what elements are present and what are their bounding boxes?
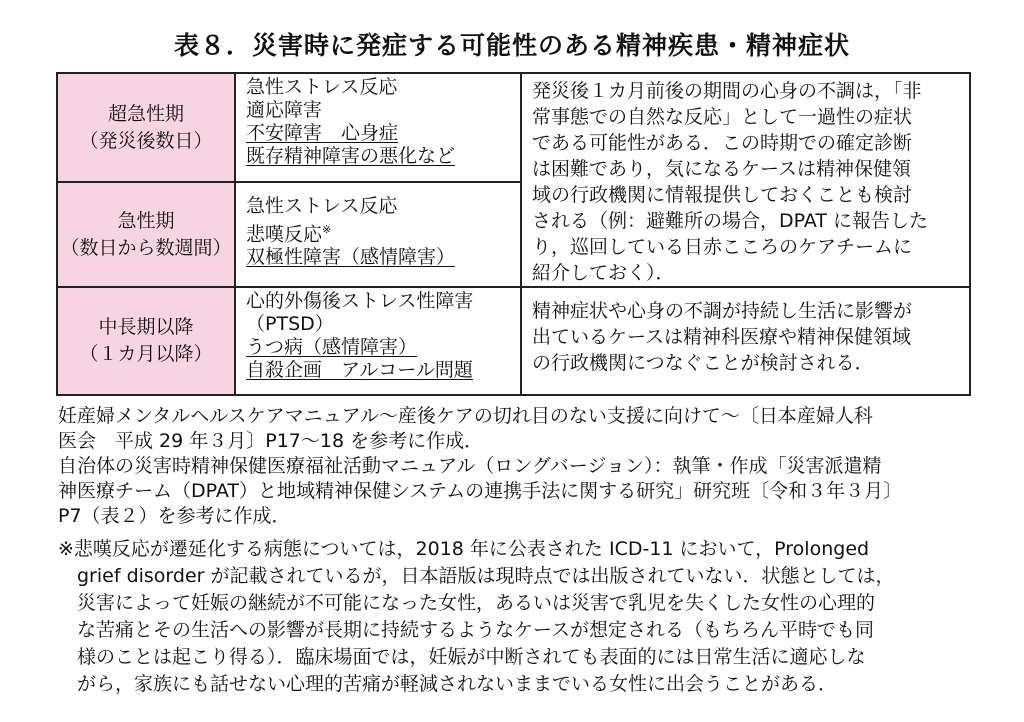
condition-item: 適応障害 bbox=[246, 99, 323, 121]
source-notes bbox=[58, 404, 978, 529]
phase-label: 超急性期 bbox=[107, 102, 184, 125]
note-line: の行政機関につなぐことが検討される． bbox=[532, 352, 874, 374]
note-line: される（例：避難所の場合，DPAT に報告した bbox=[532, 210, 929, 232]
condition-item: 急性ストレス反応 bbox=[246, 76, 398, 98]
note-line: である可能性がある．この時期での確定診断 bbox=[532, 132, 913, 154]
note-line: 精神症状や心身の不調が持続し生活に影響が bbox=[532, 300, 913, 322]
page-title: 表８．災害時に発症する可能性のある精神疾患・精神症状 bbox=[173, 31, 850, 60]
source-line: 妊産婦メンタルヘルスケアマニュアル～産後ケアの切れ目のない支援に向けて～〔日本産婦人科 bbox=[58, 405, 873, 427]
condition-cell bbox=[235, 182, 521, 287]
phase-label: 急性期 bbox=[117, 209, 175, 232]
disorder-table bbox=[56, 72, 971, 396]
phase-period: （発災後数日） bbox=[79, 129, 213, 152]
table-row bbox=[57, 73, 970, 182]
note-cell-acute bbox=[521, 73, 970, 287]
phase-cell bbox=[57, 182, 235, 287]
condition-item: 自殺企画 アルコール問題 bbox=[246, 359, 473, 381]
phase-period: （１カ月以降） bbox=[79, 343, 213, 365]
footnote-line: grief disorder が記載されているが，日本語版は現時点では出版されていない．状態としては， bbox=[58, 565, 895, 587]
note-line: 域の行政機関に情報提供しておくことも検討 bbox=[532, 184, 913, 206]
source-line: 神医療チーム（DPAT）と地域精神保健システムの連携手法に関する研究」研究班〔令和３年３月〕 bbox=[58, 480, 903, 502]
source-line: 医会 平成 29 年３月〕P17～18 を参考に作成． bbox=[58, 430, 484, 452]
phase-cell bbox=[57, 73, 235, 182]
condition-item: 既存精神障害の悪化など bbox=[246, 145, 456, 167]
condition-cell bbox=[235, 73, 521, 182]
source-line: 自治体の災害時精神保健医療福祉活動マニュアル（ロングバージョン）：執筆・作成「災害派遣精 bbox=[58, 455, 882, 477]
condition-item: 不安障害 心身症 bbox=[246, 122, 399, 144]
note-cell-long bbox=[521, 287, 970, 395]
source-line: P7（表２）を参考に作成． bbox=[58, 505, 291, 527]
table-row bbox=[57, 287, 970, 395]
phase-cell bbox=[57, 287, 235, 395]
condition-item: うつ病（感情障害） bbox=[246, 336, 418, 358]
footnote-line: 様のことは起こり得る）．臨床場面では，妊娠が中断されても表面的には日常生活に適応しな bbox=[58, 646, 866, 668]
note-line: 発災後１カ月前後の期間の心身の不調は，「非 bbox=[532, 80, 922, 102]
footnote-mark: ※ bbox=[322, 223, 332, 237]
condition-item bbox=[246, 218, 510, 246]
phase-label: 中長期以降 bbox=[98, 316, 194, 338]
note-line: 常事態での自然な反応」として一過性の症状 bbox=[532, 106, 913, 128]
condition-item: 心的外傷後ストレス性障害 bbox=[246, 290, 474, 312]
condition-item: （PTSD） bbox=[246, 313, 334, 335]
footnote-line: がら，家族にも話せない心理的苦痛が軽減されないままでいる女性に出会うことがある． bbox=[58, 673, 838, 695]
condition-text: 悲嘆反応 bbox=[246, 223, 323, 246]
note-line: 出ているケースは精神科医療や精神保健領域 bbox=[532, 326, 912, 348]
note-line: 紹介しておく）． bbox=[532, 262, 675, 284]
condition-cell bbox=[235, 287, 521, 395]
footnote-line: な苦痛とその生活への影響が長期に持続するようなケースが想定される（もちろん平時でも同 bbox=[58, 619, 875, 641]
note-line: は困難であり，気になるケースは精神保健領 bbox=[532, 158, 912, 180]
footnote-line: 災害によって妊娠の継続が不可能になった女性，あるいは災害で乳児を失くした女性の心理的 bbox=[58, 592, 876, 614]
condition-item: 急性ストレス反応 bbox=[246, 195, 398, 218]
phase-period: （数日から数週間） bbox=[60, 236, 232, 259]
footnote-line: ※悲嘆反応が遷延化する病態については，2018 年に公表された ICD-11 において，Prolonged bbox=[58, 538, 870, 560]
condition-item: 双極性障害（感情障害） bbox=[246, 246, 456, 269]
footnote bbox=[58, 536, 988, 698]
note-line: り，巡回している日赤こころのケアチームに bbox=[532, 236, 913, 258]
